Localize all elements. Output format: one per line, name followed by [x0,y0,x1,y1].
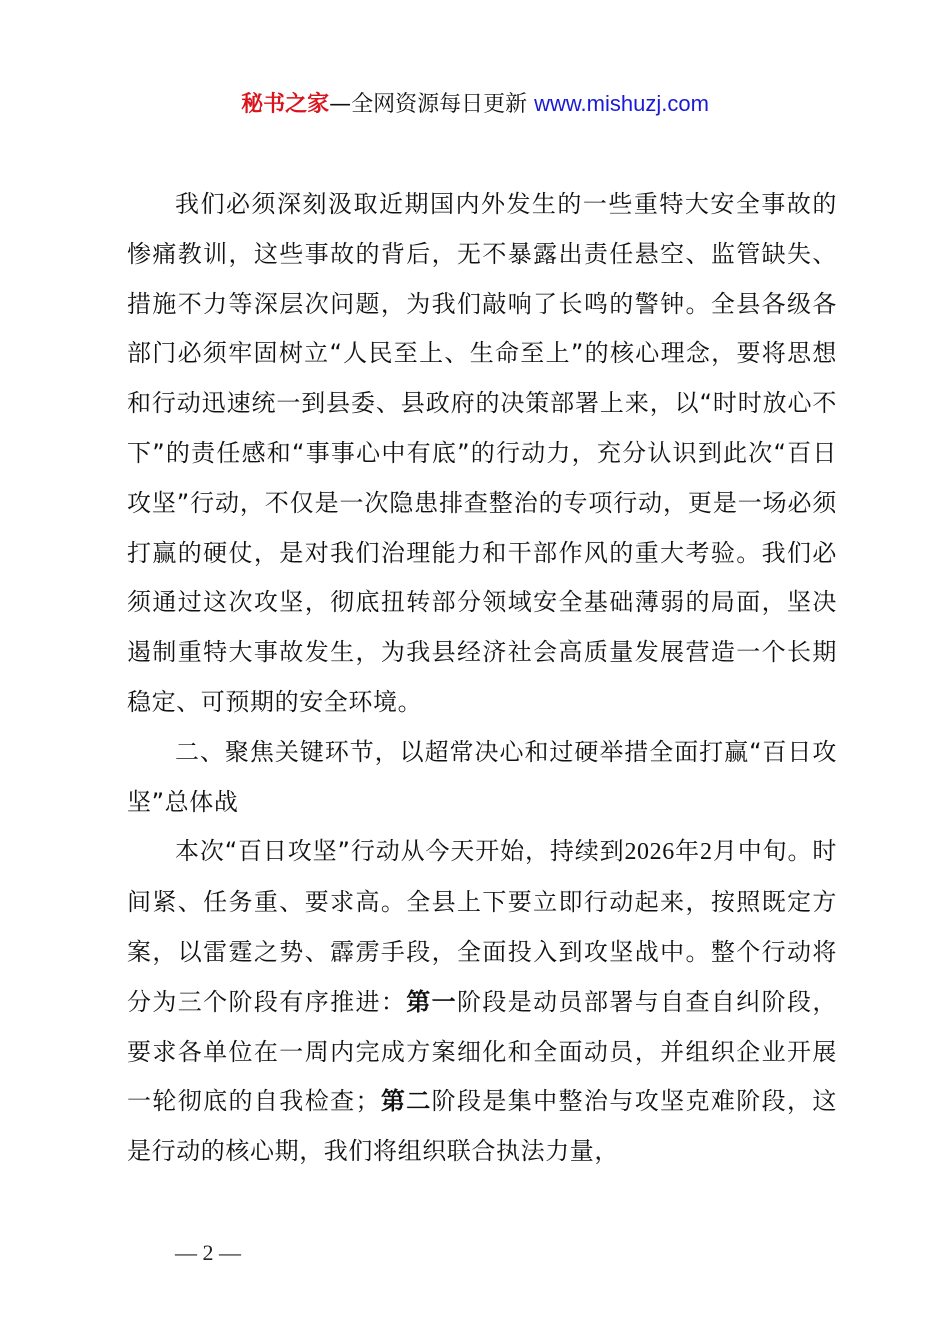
stage-1-label: 第一 [406,987,458,1016]
brand-name: 秘书之家 [241,92,330,117]
document-body [127,180,837,1177]
document-header [0,88,950,121]
page-number: — 2 — [175,1240,241,1265]
paragraph-1: 我们必须深刻汲取近期国内外发生的一些重特大安全事故的惨痛教训，这些事故的背后，无不暴露出责任悬空、监管缺失、措施不力等深层次问题，为我们敲响了长鸣的警钟。全县各级各部门必须牢固树立“人民至上、生命至上”的核心理念，要将思想和行动迅速统一到县委、县政府的决策部署上来，以“时时放心不下”的责任感和“事事心中有底”的行动力，充分认识到此次“百日攻坚”行动，不仅是一次隐患排查整治的专项行动，更是一场必须打赢的硬仗，是对我们治理能力和干部作风的重大考验。我们必须通过这次攻坚，彻底扭转部分领域安全基础薄弱的局面，坚决遏制重特大事故发生，为我县经济社会高质量发展营造一个长期稳定、可预期的安全环境。 [127,190,837,716]
year-value: 2026 [624,839,675,866]
header-tagline: —全网资源每日更新 [329,92,535,117]
month-value: 2 [700,839,713,866]
paragraph-3-text-b: 年 [674,837,701,866]
website-url[interactable]: www.mishuzj.com [534,91,709,116]
section-heading-2: 二、聚焦关键环节，以超常决心和过硬举措全面打赢“百日攻坚”总体战 [127,737,837,816]
stage-2-text: 阶段是集中整治与攻坚克难阶段，这是行动的核心期，我们将组织联合执法力量， [127,1087,837,1166]
stage-2-label: 第二 [380,1087,432,1116]
paragraph-3-text-a: 本次“百日攻坚”行动从今天开始，持续到 [175,837,625,866]
paragraph-3 [127,827,837,1177]
stage-1-text: 阶段是动员部署与自查自纠阶段，要求各单位在一周内完成方案细化和全面动员，并组织企业开展一轮彻底的自我检查； [127,987,838,1116]
paragraph-3-text-c: 月中旬。时间紧、任务重、要求高。全县上下要立即行动起来，按照既定方案，以雷霆之势、霹雳手段，全面投入到攻坚战中。整个行动将分为三个阶段有序推进： [127,837,837,1016]
